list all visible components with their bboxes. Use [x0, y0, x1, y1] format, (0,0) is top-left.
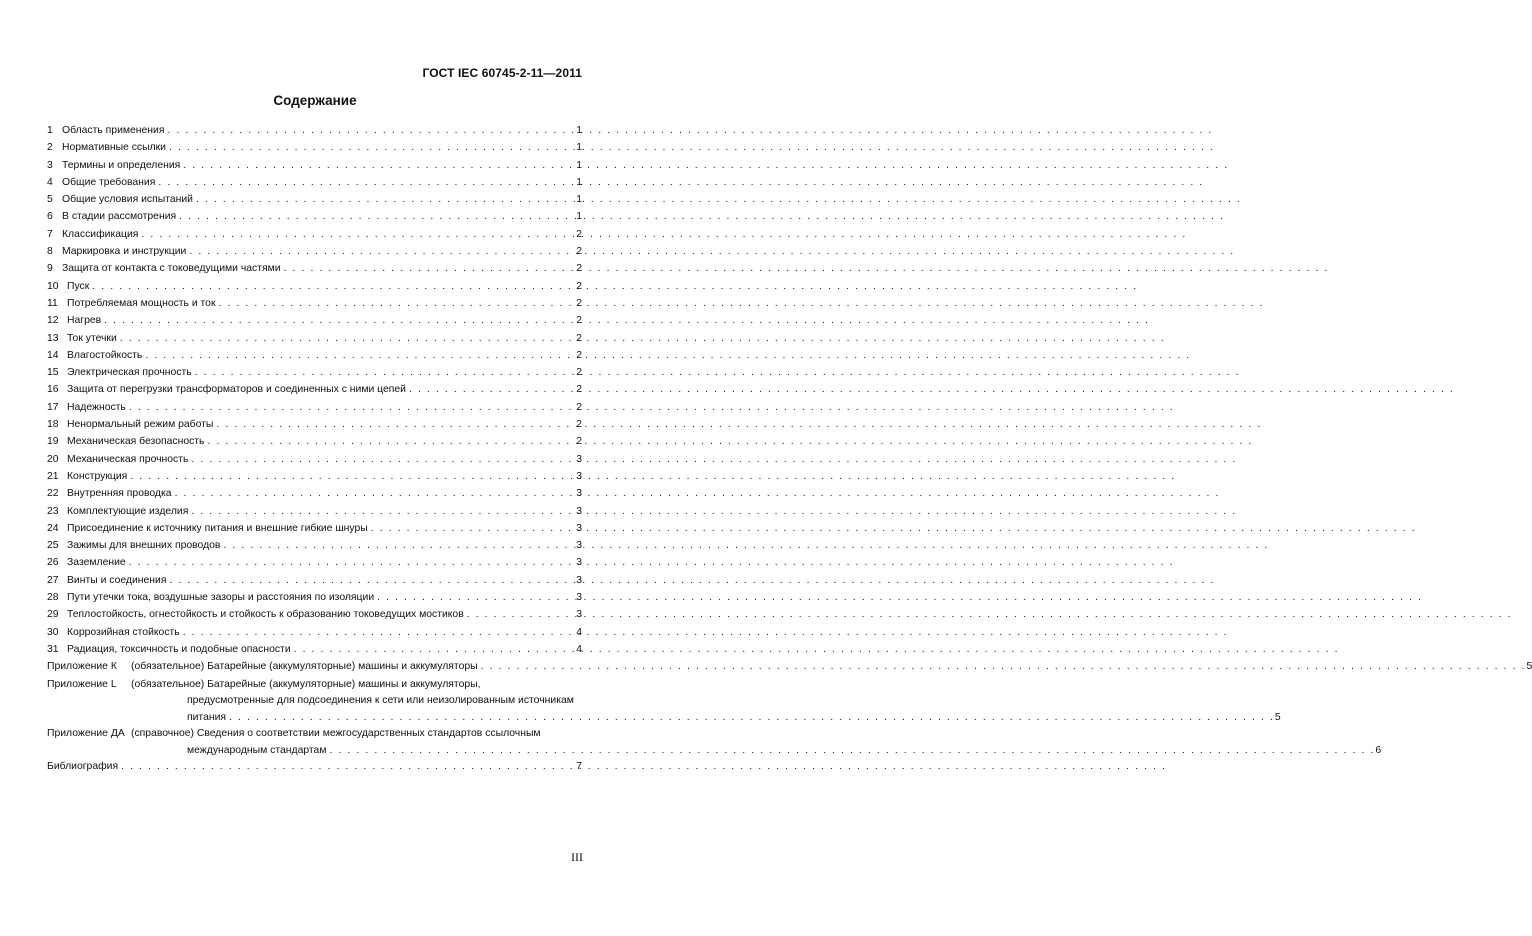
dot-leader — [158, 174, 574, 191]
toc-entry-number: 22 — [47, 488, 59, 500]
toc-entry-page: 1 — [576, 176, 582, 188]
toc-entry-page: 3 — [576, 574, 582, 586]
toc-entry-label: Зажимы для внешних проводов — [67, 540, 221, 552]
toc-entry-page: 2 — [576, 436, 582, 448]
appendix-body — [131, 658, 1532, 675]
appendix-title-line — [131, 676, 1281, 693]
appendix-title-text: (обязательное) Батарейные (аккумуляторные) машины и аккумуляторы, — [131, 678, 481, 690]
appendix-page: 5 — [1274, 711, 1281, 723]
toc-entry-number: 1 — [47, 125, 53, 136]
toc-entry-label: В стадии рассмотрения — [62, 211, 177, 223]
page-title: Содержание — [273, 93, 357, 108]
dot-leader — [481, 658, 1525, 675]
table-of-contents — [47, 122, 1532, 776]
dot-leader — [167, 122, 574, 139]
toc-entry[interactable] — [47, 468, 582, 485]
toc-entry[interactable] — [47, 416, 582, 433]
toc-entry-page: 2 — [576, 349, 582, 361]
toc-entry[interactable] — [47, 381, 582, 398]
toc-entry[interactable] — [47, 139, 582, 156]
toc-entry-number: 9 — [47, 263, 53, 275]
dot-leader — [371, 520, 574, 537]
toc-entry-number: 24 — [47, 522, 59, 534]
toc-entry-label: Электрическая прочность — [67, 367, 192, 379]
toc-entry-page: 1 — [576, 125, 582, 136]
dot-leader — [130, 468, 574, 485]
toc-entry-page: 1 — [576, 194, 582, 206]
toc-entry[interactable] — [47, 641, 582, 658]
toc-entry-number: 14 — [47, 349, 59, 361]
toc-entry-page: 3 — [576, 488, 582, 500]
toc-entry-label: Ненормальный режим работы — [67, 419, 214, 431]
appendix-page: 5 — [1526, 661, 1532, 673]
dot-leader — [219, 295, 575, 312]
toc-entry[interactable] — [47, 157, 582, 174]
toc-entry-page: 2 — [576, 332, 582, 344]
toc-entry[interactable] — [47, 364, 582, 381]
standard-code-header: ГОСТ IEC 60745-2-11—2011 — [422, 66, 582, 80]
toc-entry-number: 25 — [47, 540, 59, 552]
toc-entry-page: 3 — [576, 470, 582, 482]
toc-entry-number: 5 — [47, 194, 53, 206]
dot-leader — [129, 399, 574, 416]
toc-entry-label: Коррозийная стойкость — [67, 626, 180, 638]
toc-entry-label: Внутренняя проводка — [67, 488, 172, 500]
dot-leader — [141, 226, 574, 243]
dot-leader — [145, 347, 574, 364]
toc-entry[interactable] — [47, 520, 582, 537]
toc-entry[interactable] — [47, 589, 582, 606]
dot-leader — [120, 330, 574, 347]
toc-entry-number: 21 — [47, 470, 59, 482]
toc-entry-label: Заземление — [67, 557, 126, 569]
toc-entry-number: 20 — [47, 453, 59, 465]
appendix-title-line — [131, 742, 1381, 759]
appendix-title-text: предусмотренные для подсоединения к сети или неизолированным источникам — [187, 695, 574, 707]
dot-leader — [329, 742, 1373, 759]
appendix-title-line — [131, 692, 1281, 709]
toc-entry-page: 2 — [576, 228, 582, 240]
toc-entry-page: 3 — [576, 609, 582, 621]
toc-entry-number: 12 — [47, 315, 59, 327]
dot-leader — [121, 758, 574, 775]
toc-entry-label: Общие требования — [62, 176, 156, 188]
toc-entry[interactable] — [47, 330, 582, 347]
toc-entry-page: 2 — [576, 280, 582, 292]
toc-entry[interactable] — [47, 208, 582, 225]
toc-entry[interactable] — [47, 399, 582, 416]
toc-entry-label: Механическая безопасность — [67, 436, 205, 448]
appendix-prefix: Приложение ДА — [47, 728, 125, 740]
toc-entry-page: 2 — [576, 246, 582, 258]
dot-leader — [409, 381, 574, 398]
toc-entry-number: 8 — [47, 246, 53, 258]
toc-entry-page: 2 — [576, 263, 582, 275]
toc-entry-number: 18 — [47, 419, 59, 431]
appendix-title-line — [131, 725, 1381, 742]
toc-entry-number: 27 — [47, 574, 59, 586]
appendix-entry[interactable] — [47, 725, 1382, 758]
toc-entry-label: Общие условия испытаний — [62, 194, 193, 206]
toc-entry[interactable] — [47, 503, 582, 520]
toc-entry-label: Теплостойкость, огнестойкость и стойкость к образованию токоведущих мостиков — [67, 609, 464, 621]
toc-entry-page: 4 — [576, 626, 582, 638]
bibliography-page: 7 — [576, 761, 582, 773]
toc-entry-number: 16 — [47, 384, 59, 396]
toc-entry-number: 15 — [47, 367, 59, 379]
toc-entry-number: 11 — [47, 297, 58, 309]
toc-entry-number: 6 — [47, 211, 53, 223]
dot-leader — [189, 243, 574, 260]
toc-entry-page: 2 — [576, 297, 582, 309]
toc-entry-number: 7 — [47, 228, 53, 240]
toc-entry[interactable] — [47, 554, 582, 571]
toc-entry-label: Пуск — [67, 280, 90, 292]
toc-entry-label: Защита от перегрузки трансформаторов и соединенных с ними цепей — [67, 384, 406, 396]
toc-entry-number: 4 — [47, 176, 53, 188]
dot-leader — [175, 485, 575, 502]
dot-leader — [207, 433, 574, 450]
appendix-entry[interactable] — [47, 658, 1532, 675]
dot-leader — [284, 260, 575, 277]
dot-leader — [92, 278, 574, 295]
appendix-title-text: питания — [187, 711, 227, 723]
page-number: III — [571, 850, 583, 864]
toc-entry-page: 3 — [576, 505, 582, 517]
dot-leader — [223, 537, 574, 554]
dot-leader — [104, 312, 574, 329]
dot-leader — [169, 572, 574, 589]
appendix-prefix: Приложение L — [47, 678, 117, 690]
toc-entry-number: 30 — [47, 626, 59, 638]
dot-leader — [183, 624, 575, 641]
toc-entry-label: Ток утечки — [67, 332, 117, 344]
toc-entry-label: Комплектующие изделия — [67, 505, 189, 517]
toc-entry[interactable] — [47, 624, 582, 641]
toc-entry-label: Термины и определения — [62, 159, 181, 171]
toc-entry-label: Влагостойкость — [67, 349, 143, 361]
toc-entry[interactable] — [47, 174, 582, 191]
toc-entry-page: 3 — [576, 453, 582, 465]
toc-entry-number: 17 — [47, 401, 59, 413]
toc-entry[interactable] — [47, 537, 582, 554]
dot-leader — [294, 641, 575, 658]
toc-entry[interactable] — [47, 451, 582, 468]
toc-entry-page: 2 — [576, 384, 582, 396]
toc-entry-page: 1 — [576, 211, 582, 223]
dot-leader — [183, 157, 574, 174]
toc-entry-page: 4 — [576, 643, 582, 655]
toc-entry[interactable] — [47, 278, 582, 295]
dot-leader — [169, 139, 574, 156]
toc-entry-label: Конструкция — [67, 470, 128, 482]
dot-leader — [216, 416, 574, 433]
dot-leader — [191, 451, 574, 468]
toc-entry-number: 26 — [47, 557, 59, 569]
appendix-page: 6 — [1375, 744, 1382, 756]
dot-leader — [129, 554, 575, 571]
toc-entry-number: 19 — [47, 436, 59, 448]
appendix-title-line — [131, 658, 1532, 675]
toc-entry[interactable] — [47, 243, 582, 260]
bibliography-label: Библиография — [47, 761, 119, 773]
toc-entry-label: Область применения — [62, 125, 165, 136]
toc-entry-number: 28 — [47, 592, 59, 604]
toc-entry-number: 13 — [47, 332, 59, 344]
toc-entry[interactable] — [47, 606, 582, 623]
toc-entry-number: 10 — [47, 280, 59, 292]
bibliography-entry[interactable] — [47, 758, 582, 775]
toc-entry[interactable] — [47, 347, 582, 364]
toc-entry-page: 2 — [576, 367, 582, 379]
appendix-entry[interactable] — [47, 676, 1281, 726]
appendix-body — [131, 725, 1381, 758]
toc-entry-page: 2 — [576, 401, 582, 413]
toc-entry-page: 3 — [576, 557, 582, 569]
toc-entry-label: Маркировка и инструкции — [62, 246, 187, 258]
appendix-title-text: международным стандартам — [187, 744, 327, 756]
dot-leader — [377, 589, 574, 606]
dot-leader — [196, 191, 574, 208]
toc-entry-label: Классификация — [62, 228, 139, 240]
toc-entry-label: Радиация, токсичность и подобные опасности — [67, 643, 291, 655]
toc-entry-label: Присоединение к источнику питания и внешние гибкие шнуры — [67, 522, 368, 534]
dot-leader — [179, 208, 574, 225]
toc-entry-page: 3 — [576, 540, 582, 552]
toc-entry-label: Механическая прочность — [67, 453, 189, 465]
toc-entry-page: 3 — [576, 522, 582, 534]
toc-entry-label: Винты и соединения — [67, 574, 167, 586]
appendix-title-text: (справочное) Сведения о соответствии межгосударственных стандартов ссылочным — [131, 728, 541, 740]
toc-entry-label: Нормативные ссылки — [62, 142, 166, 154]
appendix-body — [131, 676, 1281, 726]
toc-entry-number: 23 — [47, 505, 59, 517]
toc-entry[interactable] — [47, 295, 582, 312]
toc-entry-label: Защита от контакта с токоведущими частями — [62, 263, 281, 275]
toc-entry[interactable] — [47, 122, 582, 139]
toc-entry-label: Потребляемая мощность и ток — [67, 297, 216, 309]
toc-entry[interactable] — [47, 572, 582, 589]
toc-entry[interactable] — [47, 191, 582, 208]
appendix-title-text: (обязательное) Батарейные (аккумуляторные) машины и аккумуляторы — [131, 661, 478, 673]
toc-entry-label: Пути утечки тока, воздушные зазоры и расстояния по изоляции — [67, 592, 375, 604]
toc-entry-number: 29 — [47, 609, 59, 621]
toc-entry-page: 1 — [576, 159, 582, 171]
toc-entry-page: 3 — [576, 592, 582, 604]
appendix-prefix: Приложение К — [47, 661, 117, 673]
toc-entry-number: 2 — [47, 142, 53, 154]
toc-entry-number: 31 — [47, 643, 59, 655]
toc-entry[interactable] — [47, 312, 582, 329]
toc-entry-page: 1 — [576, 142, 582, 154]
appendix-title-line — [131, 709, 1281, 726]
toc-entry-label: Надежность — [67, 401, 126, 413]
toc-entry[interactable] — [47, 260, 582, 277]
toc-entry[interactable] — [47, 485, 582, 502]
toc-entry-label: Нагрев — [67, 315, 102, 327]
toc-entry-page: 2 — [576, 315, 582, 327]
toc-entry-page: 2 — [576, 419, 582, 431]
dot-leader — [191, 503, 574, 520]
dot-leader — [195, 364, 575, 381]
toc-entry-number: 3 — [47, 159, 53, 171]
dot-leader — [467, 606, 574, 623]
toc-entry[interactable] — [47, 226, 582, 243]
toc-entry[interactable] — [47, 433, 582, 450]
dot-leader — [229, 709, 1273, 726]
